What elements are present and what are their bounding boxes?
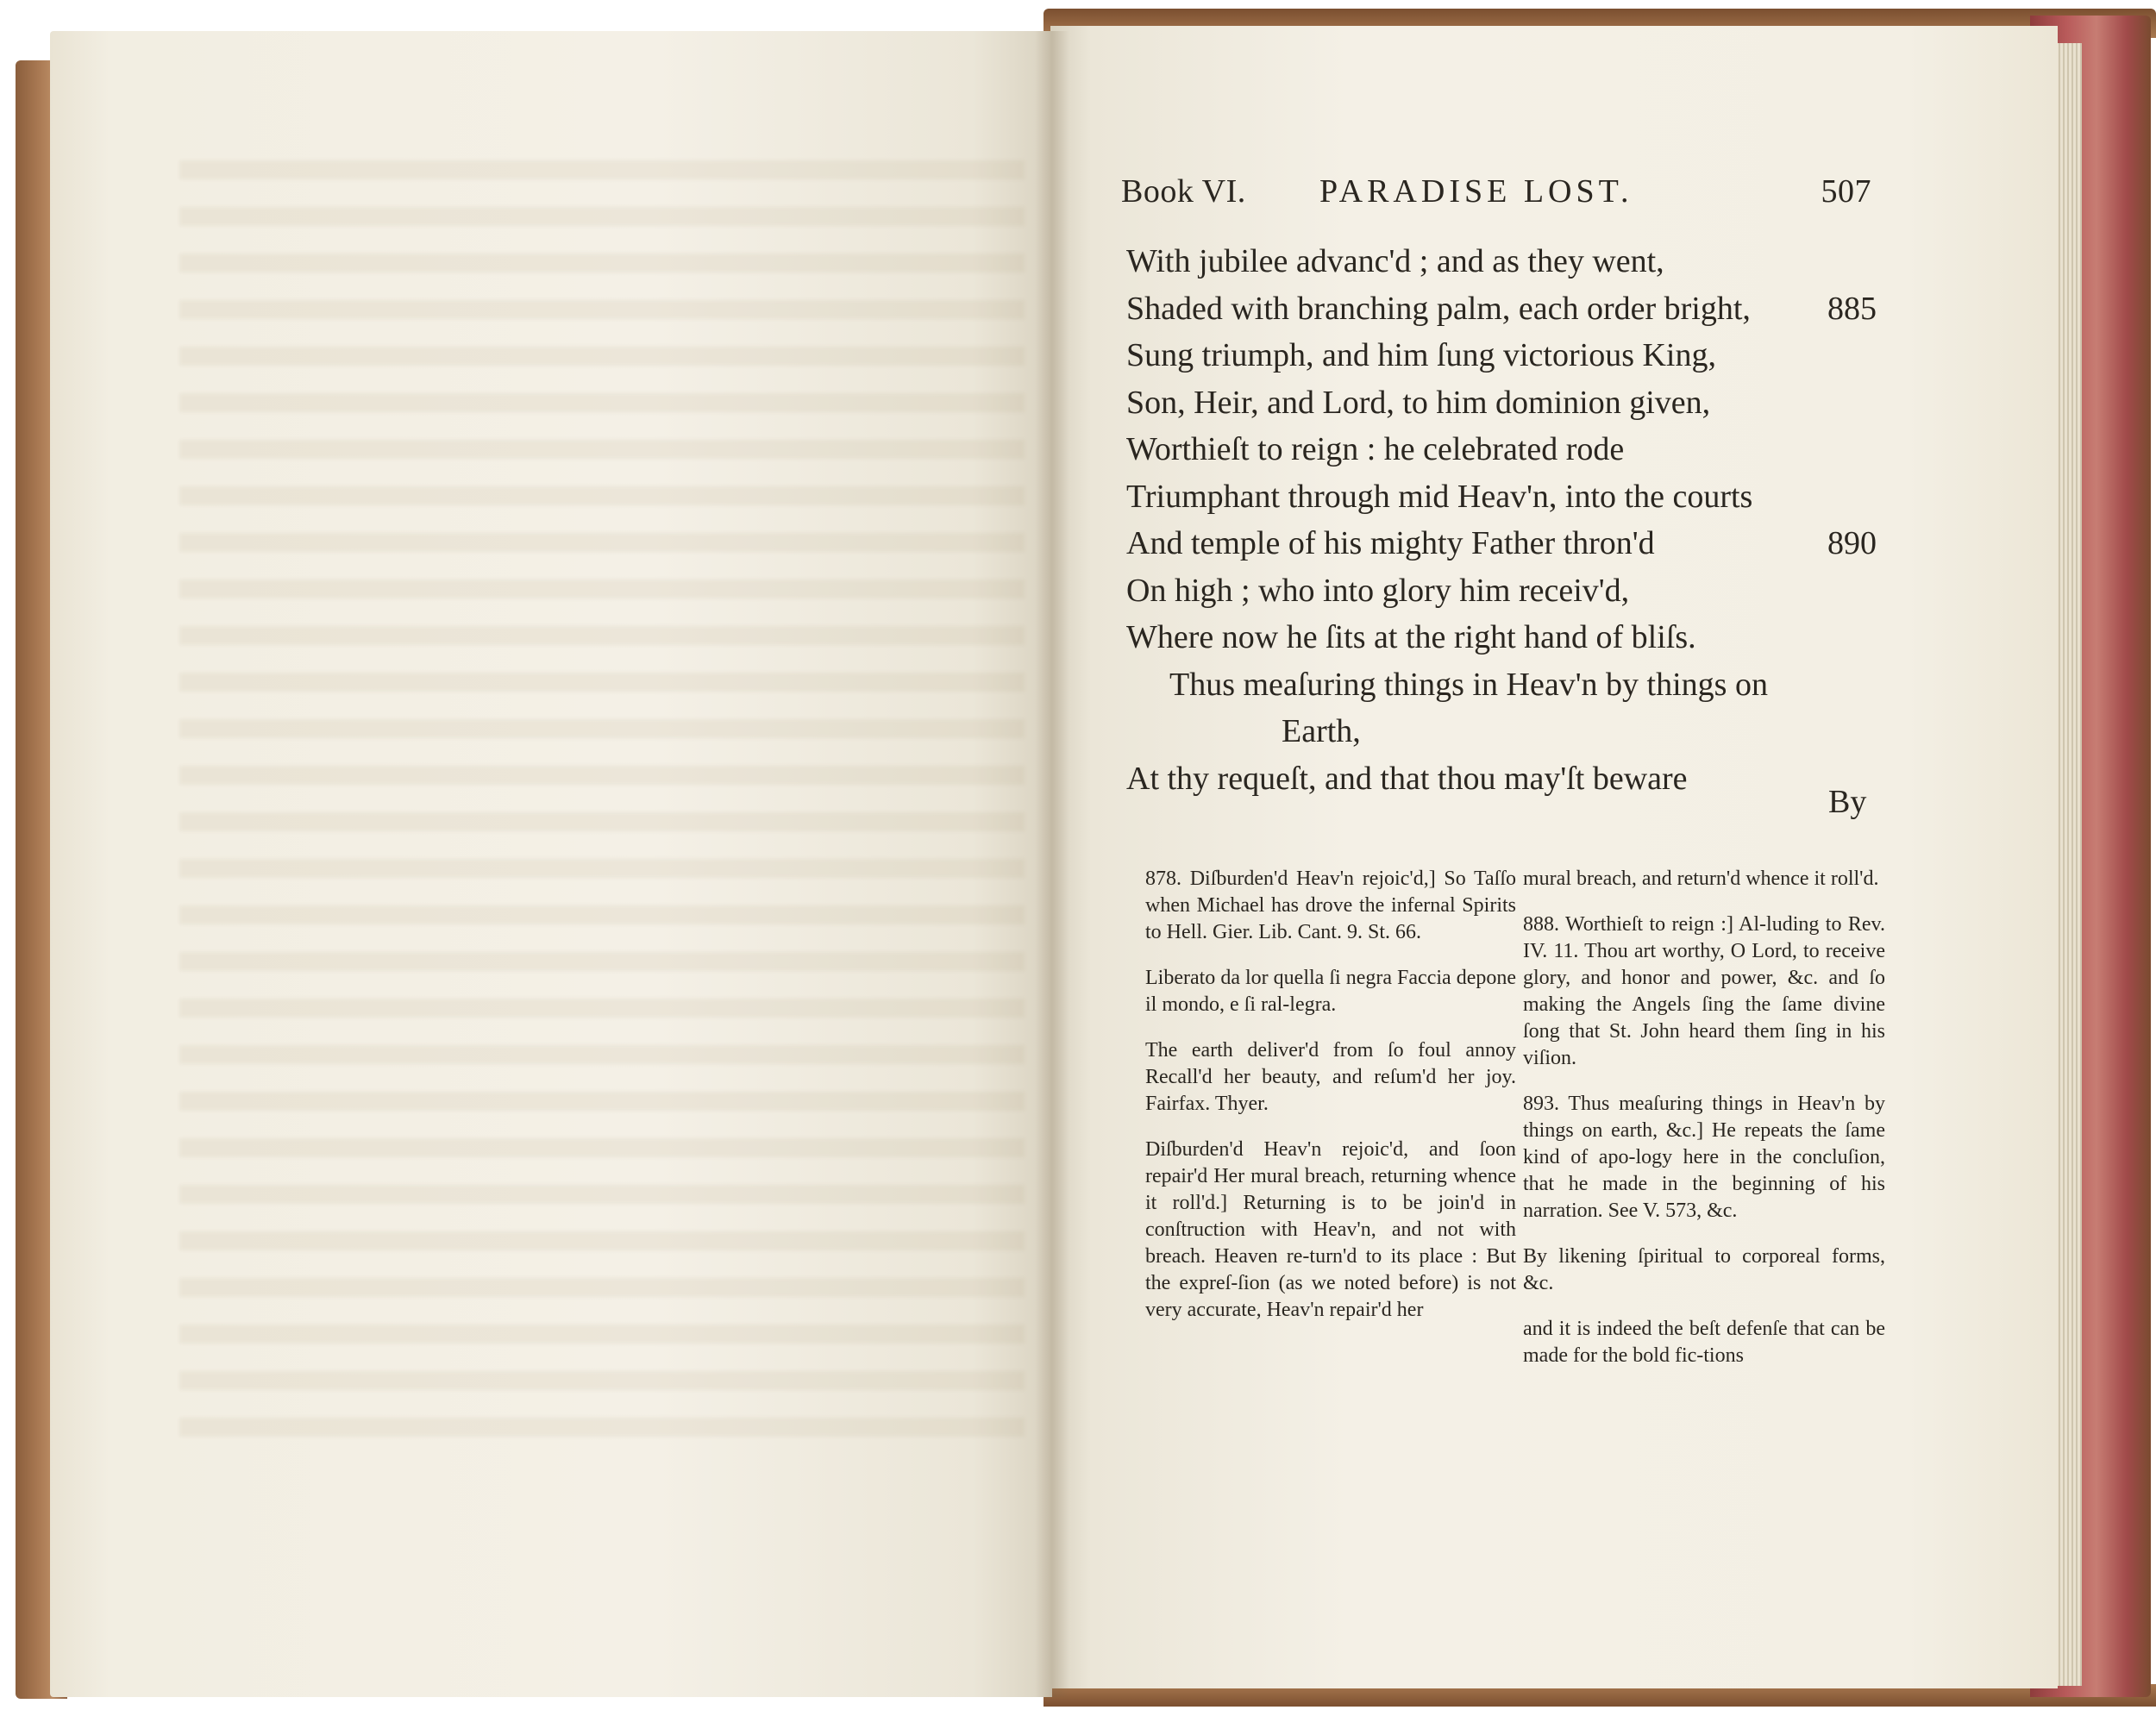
footnote-paragraph: Diſburden'd Heav'n rejoic'd, and ſoon repair'd Her mural breach, returning whence it roll'd.] Returning is to be join'd in conſtruction with Heav'n, and not with breach. Heaven re-turn'd to its place : But the expreſ-ſion (as we noted before) is not very accurate, Heav'n repair'd her — [1145, 1138, 1516, 1321]
verse-line — [1126, 285, 1877, 333]
verse-line-text: Earth, — [1282, 713, 1361, 749]
left-page-show-through — [179, 160, 1025, 1454]
running-head — [1121, 172, 1871, 224]
verse-line-text: Triumphant through mid Heav'n, into the courts — [1126, 478, 1753, 515]
book-gutter — [1035, 31, 1069, 1697]
running-head-book: Book VI. — [1121, 173, 1246, 210]
verse-line-text: With jubilee advanc'd ; and as they went, — [1126, 243, 1664, 279]
line-number: 890 — [1827, 525, 1877, 561]
verse-line-text: And temple of his mighty Father thron'd — [1126, 525, 1655, 561]
verse-line-text: Thus meaſuring things in Heav'n by things on — [1169, 666, 1768, 703]
left-page — [50, 31, 1052, 1697]
verse-line-text: Shaded with branching palm, each order bright, — [1126, 290, 1751, 327]
line-number: 885 — [1827, 290, 1877, 327]
verse-line — [1126, 708, 1877, 755]
footnotes-right-column — [1523, 866, 1885, 1388]
verse-line-text: Son, Heir, and Lord, to him dominion given, — [1126, 384, 1711, 421]
verse-line — [1126, 332, 1877, 379]
verse-block — [1126, 238, 1877, 802]
footnote-paragraph: 878. Diſburden'd Heav'n rejoic'd,] So Taſſo when Michael has drove the infernal Spirits to Hell. Gier. Lib. Cant. 9. St. 66. — [1145, 868, 1516, 943]
verse-line — [1126, 238, 1877, 285]
footnote-paragraph: Liberato da lor quella ſi negra Faccia depone il mondo, e ſi ral-legra. — [1145, 967, 1516, 1016]
verse-line — [1126, 426, 1877, 473]
verse-line — [1126, 520, 1877, 567]
verse-line — [1126, 614, 1877, 661]
verse-line — [1126, 661, 1877, 709]
footnote-paragraph: The earth deliver'd from ſo foul annoy Recall'd her beauty, and reſum'd her joy. Fairfax. Thyer. — [1145, 1039, 1516, 1115]
footnotes-left-column — [1145, 866, 1516, 1343]
running-head-title: PARADISE LOST. — [1319, 173, 1633, 210]
footnote-paragraph: By likening ſpiritual to corporeal forms, &c. — [1523, 1245, 1885, 1294]
page-number: 507 — [1821, 173, 1871, 210]
verse-line-text: At thy requeſt, and that thou may'ſt beware — [1126, 760, 1688, 797]
verse-line-text: Sung triumph, and him ſung victorious King, — [1126, 337, 1716, 373]
footnote-paragraph: and it is indeed the beſt defenſe that can be made for the bold fic-tions — [1523, 1318, 1885, 1367]
catchword: By — [1828, 784, 1867, 820]
verse-line — [1126, 567, 1877, 615]
footnote-paragraph: mural breach, and return'd whence it roll'd. — [1523, 868, 1879, 890]
verse-line — [1126, 473, 1877, 521]
footnote-paragraph: 893. Thus meaſuring things in Heav'n by things on earth, &c.] He repeats the ſame kind of apo-logy here in the concluſion, that he made in the beginning of his narration. See V. 573, &c. — [1523, 1093, 1885, 1222]
verse-line-text: Worthieſt to reign : he celebrated rode — [1126, 431, 1625, 467]
verse-line — [1126, 379, 1877, 427]
verse-line — [1126, 755, 1877, 803]
verse-line-text: Where now he ſits at the right hand of bliſs. — [1126, 619, 1696, 655]
footnote-paragraph: 888. Worthieſt to reign :] Al-luding to Rev. IV. 11. Thou art worthy, O Lord, to receive glory, and honor and power, &c. and ſo making the Angels ſing the ſame divine ſong that St. John heard them ſing in his viſion. — [1523, 913, 1885, 1069]
verse-line-text: On high ; who into glory him receiv'd, — [1126, 572, 1630, 609]
